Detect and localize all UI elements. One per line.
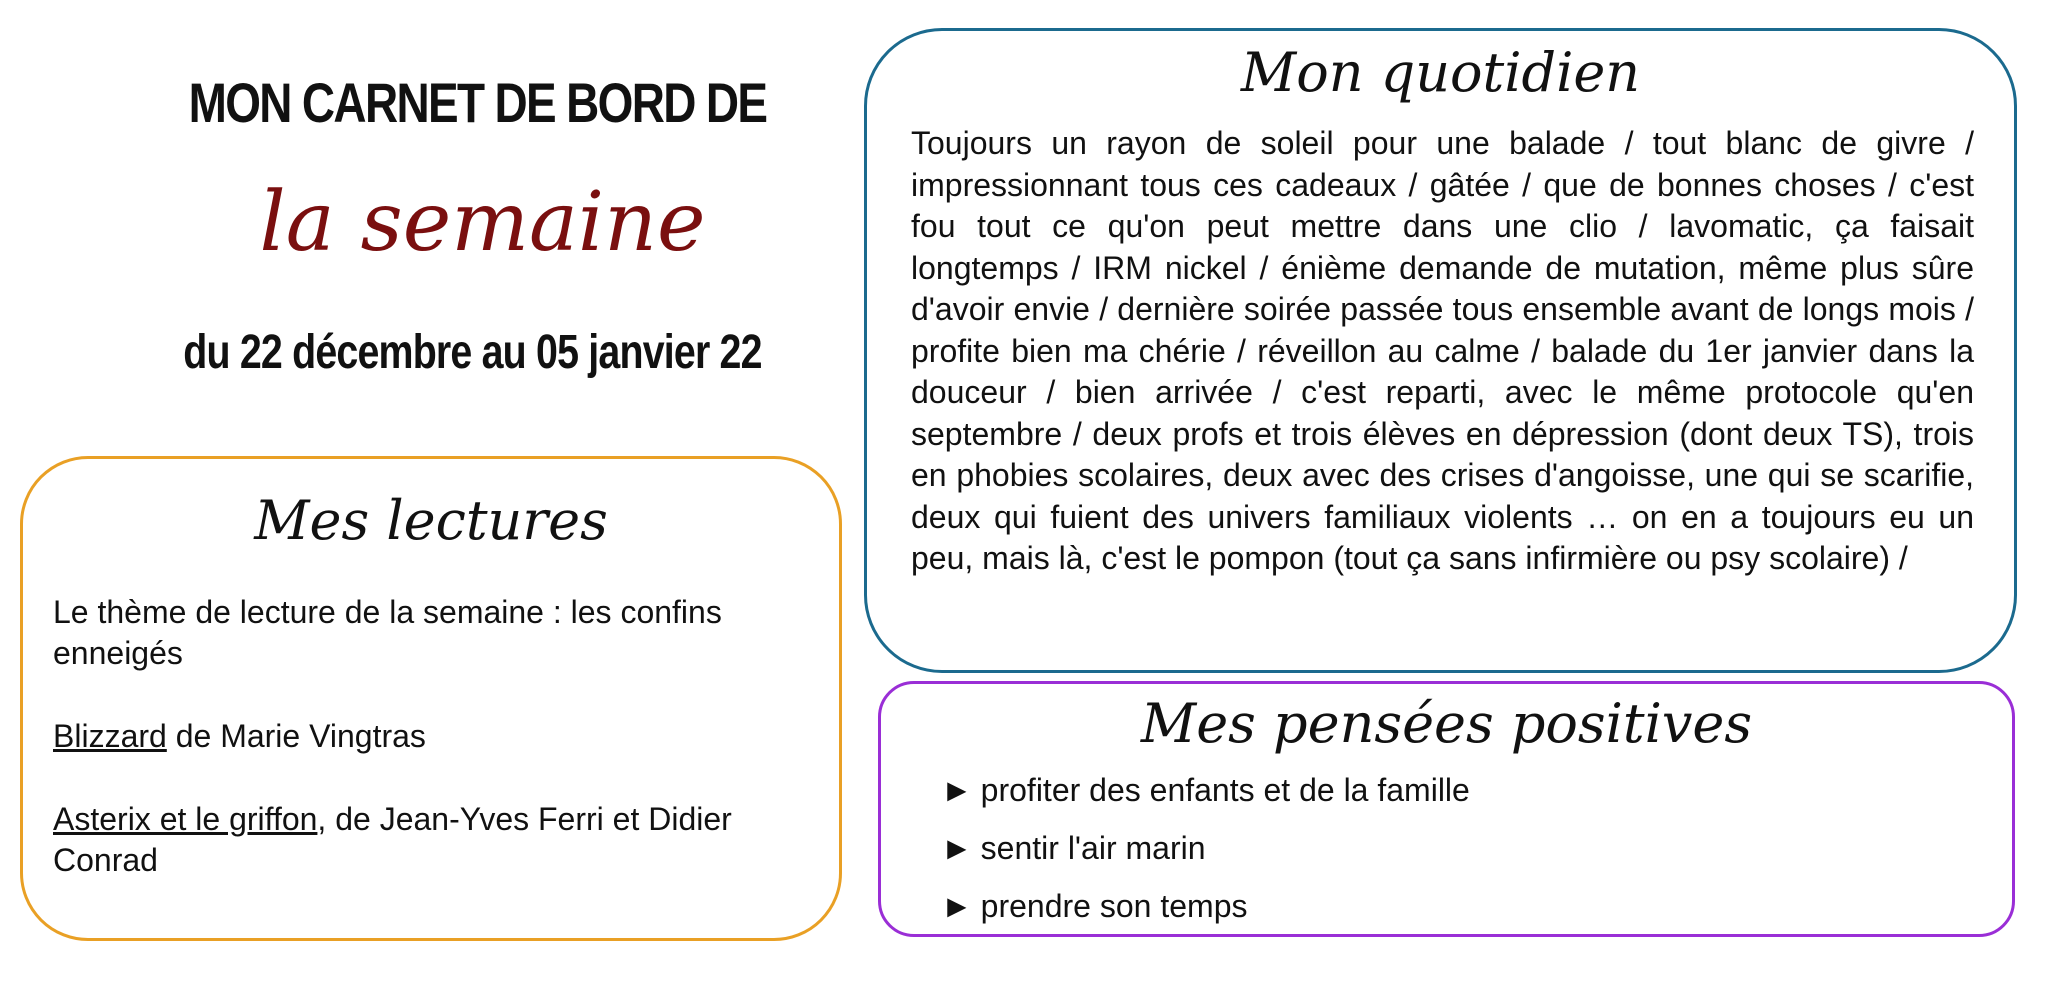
lectures-panel xyxy=(20,456,842,941)
book-entry xyxy=(53,799,828,881)
pensees-list xyxy=(941,770,1470,944)
list-item-text: profiter des enfants et de la famille xyxy=(980,772,1470,808)
bullet-arrow-icon: ► xyxy=(941,888,973,924)
header-title: MON CARNET DE BORD DE xyxy=(188,71,767,134)
list-item-text: sentir l'air marin xyxy=(980,830,1206,866)
book-author: , de Jean-Yves Ferri et Didier Conrad xyxy=(53,801,732,878)
lectures-title: Mes lectures xyxy=(254,489,608,552)
bullet-arrow-icon: ► xyxy=(941,830,973,866)
list-item xyxy=(941,770,1470,828)
pensees-panel xyxy=(878,681,2015,937)
pensees-title: Mes pensées positives xyxy=(1140,692,1753,755)
quotidien-text: Toujours un rayon de soleil pour une balade / tout blanc de givre / impressionnant tous ces cadeaux / gâtée / que de bonnes choses / c'est fou tout ce qu'on peut mettre dans une clio / lavomatic, ça faisait longtemps / IRM nickel / énième demande de mutation, même plus sûre d'avoir envie / dernière soirée passée tous ensemble avant de longs mois / profite bien ma chérie / réveillon au calme / balade du 1er janvier dans la douceur / bien arrivée / c'est reparti, avec le même protocole qu'en septembre / deux profs et trois élèves en dépression (dont deux TS), trois en phobies scolaires, deux avec des crises d'angoisse, une qui se scarifie, deux qui fuient des univers familiaux violents … on en a toujours eu un peu, mais là, c'est le pompon (tout ça sans infirmière ou psy scolaire) / xyxy=(911,125,1974,576)
book-author: de Marie Vingtras xyxy=(166,718,426,754)
quotidien-panel xyxy=(864,28,2017,673)
list-item xyxy=(941,886,1470,944)
book-title: Asterix et le griffon xyxy=(53,801,318,837)
book-title: Blizzard xyxy=(53,718,167,754)
lectures-body xyxy=(53,592,828,923)
header-date-range: du 22 décembre au 05 janvier 22 xyxy=(183,326,762,379)
bullet-arrow-icon: ► xyxy=(941,772,973,808)
quotidien-title: Mon quotidien xyxy=(1240,41,1641,104)
header-subtitle: la semaine xyxy=(259,175,706,270)
book-entry xyxy=(53,716,828,757)
lectures-theme: Le thème de lecture de la semaine : les confins enneigés xyxy=(53,594,722,671)
list-item xyxy=(941,828,1470,886)
list-item-text: prendre son temps xyxy=(980,888,1248,924)
